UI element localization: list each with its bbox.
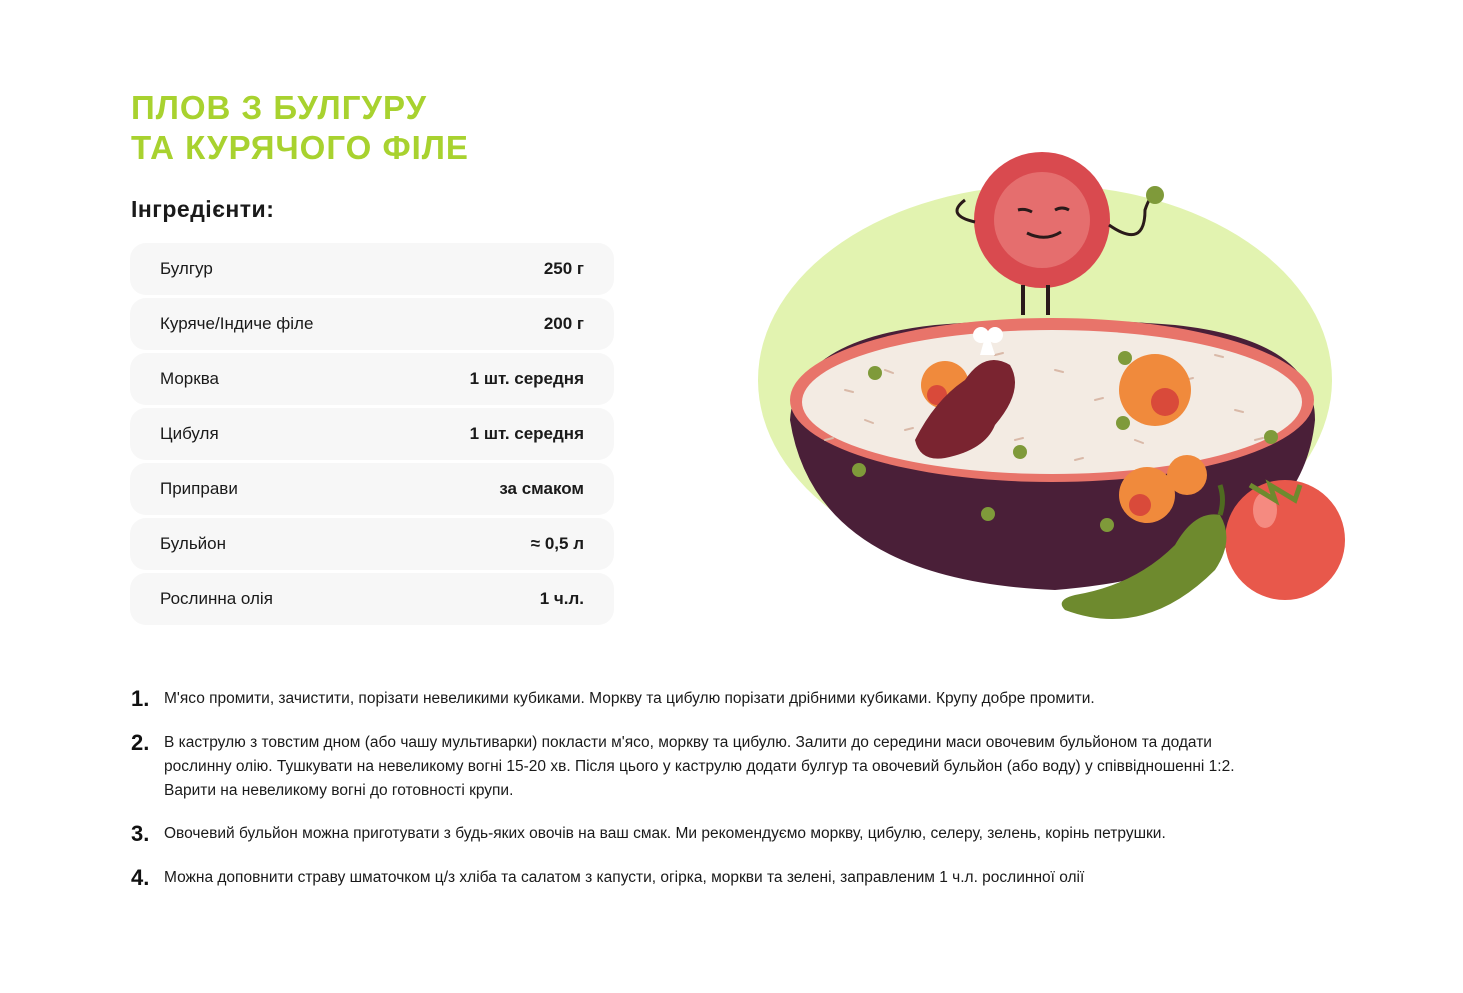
ingredient-row <box>130 463 614 515</box>
recipe-title-line-2: ТА КУРЯЧОГО ФІЛЕ <box>131 129 469 166</box>
ingredient-row <box>130 243 614 295</box>
ingredient-name: Рослинна олія <box>160 589 273 608</box>
ingredient-quantity: 1 шт. середня <box>469 424 584 443</box>
ingredient-quantity: 250 г <box>543 259 584 278</box>
instruction-steps <box>131 686 1371 909</box>
ingredient-quantity: за смаком <box>499 479 584 498</box>
step-text: Можна доповнити страву шматочком ц/з хліба та салатом з капусти, огірка, моркви та зелені, заправленим 1 ч.л. рослинної олії <box>164 869 1085 886</box>
ingredient-quantity: 1 ч.л. <box>539 589 584 608</box>
ingredient-row <box>130 408 614 460</box>
step-text: Овочевий бульйон можна приготувати з будь-яких овочів на ваш смак. Ми рекомендуємо моркву, цибулю, селеру, зелень, корінь петрушки. <box>164 825 1166 842</box>
ingredient-quantity: ≈ 0,5 л <box>530 534 584 553</box>
ingredient-name: Цибуля <box>160 424 219 443</box>
ingredients-heading: Інгредієнти: <box>131 196 275 222</box>
ingredient-name: Куряче/Індиче філе <box>160 314 314 333</box>
step-item <box>131 865 1371 891</box>
step-number: 4. <box>131 865 150 890</box>
ingredient-name: Булгур <box>160 259 213 278</box>
step-item <box>131 821 1371 847</box>
step-item <box>131 686 1371 712</box>
ingredient-name: Морква <box>160 369 219 388</box>
recipe-title <box>131 88 469 168</box>
ingredient-row <box>130 518 614 570</box>
ingredient-row <box>130 353 614 405</box>
ingredient-row <box>130 573 614 625</box>
ingredient-quantity: 1 шт. середня <box>469 369 584 388</box>
ingredient-name: Приправи <box>160 479 238 498</box>
ingredient-quantity: 200 г <box>543 314 584 333</box>
step-number: 2. <box>131 730 150 755</box>
pilaf-illustration <box>755 140 1355 640</box>
step-item <box>131 730 1371 803</box>
step-number: 3. <box>131 821 150 846</box>
pilaf-bowl-icon <box>755 140 1355 640</box>
ingredient-name: Бульйон <box>160 534 227 553</box>
step-text: В каструлю з товстим дном (або чашу мультиварки) покласти м'ясо, моркву та цибулю. Залити до середини маси овочевим бульйоном та додати рослинну олію. Тушкувати на невеликому вогні 15-20 хв. Після цього у каструлю додати булгур та овочевий бульйон (або воду) у співвідношенні 1:2. Варити на невеликому вогні до готовності крупи. <box>164 734 1235 799</box>
ingredient-row <box>130 298 614 350</box>
recipe-title-line-1: ПЛОВ З БУЛГУРУ <box>131 89 428 126</box>
step-text: М'ясо промити, зачистити, порізати невеликими кубиками. Моркву та цибулю порізати дрібними кубиками. Крупу добре промити. <box>164 690 1095 707</box>
step-number: 1. <box>131 686 150 711</box>
ingredients-table <box>130 243 614 628</box>
